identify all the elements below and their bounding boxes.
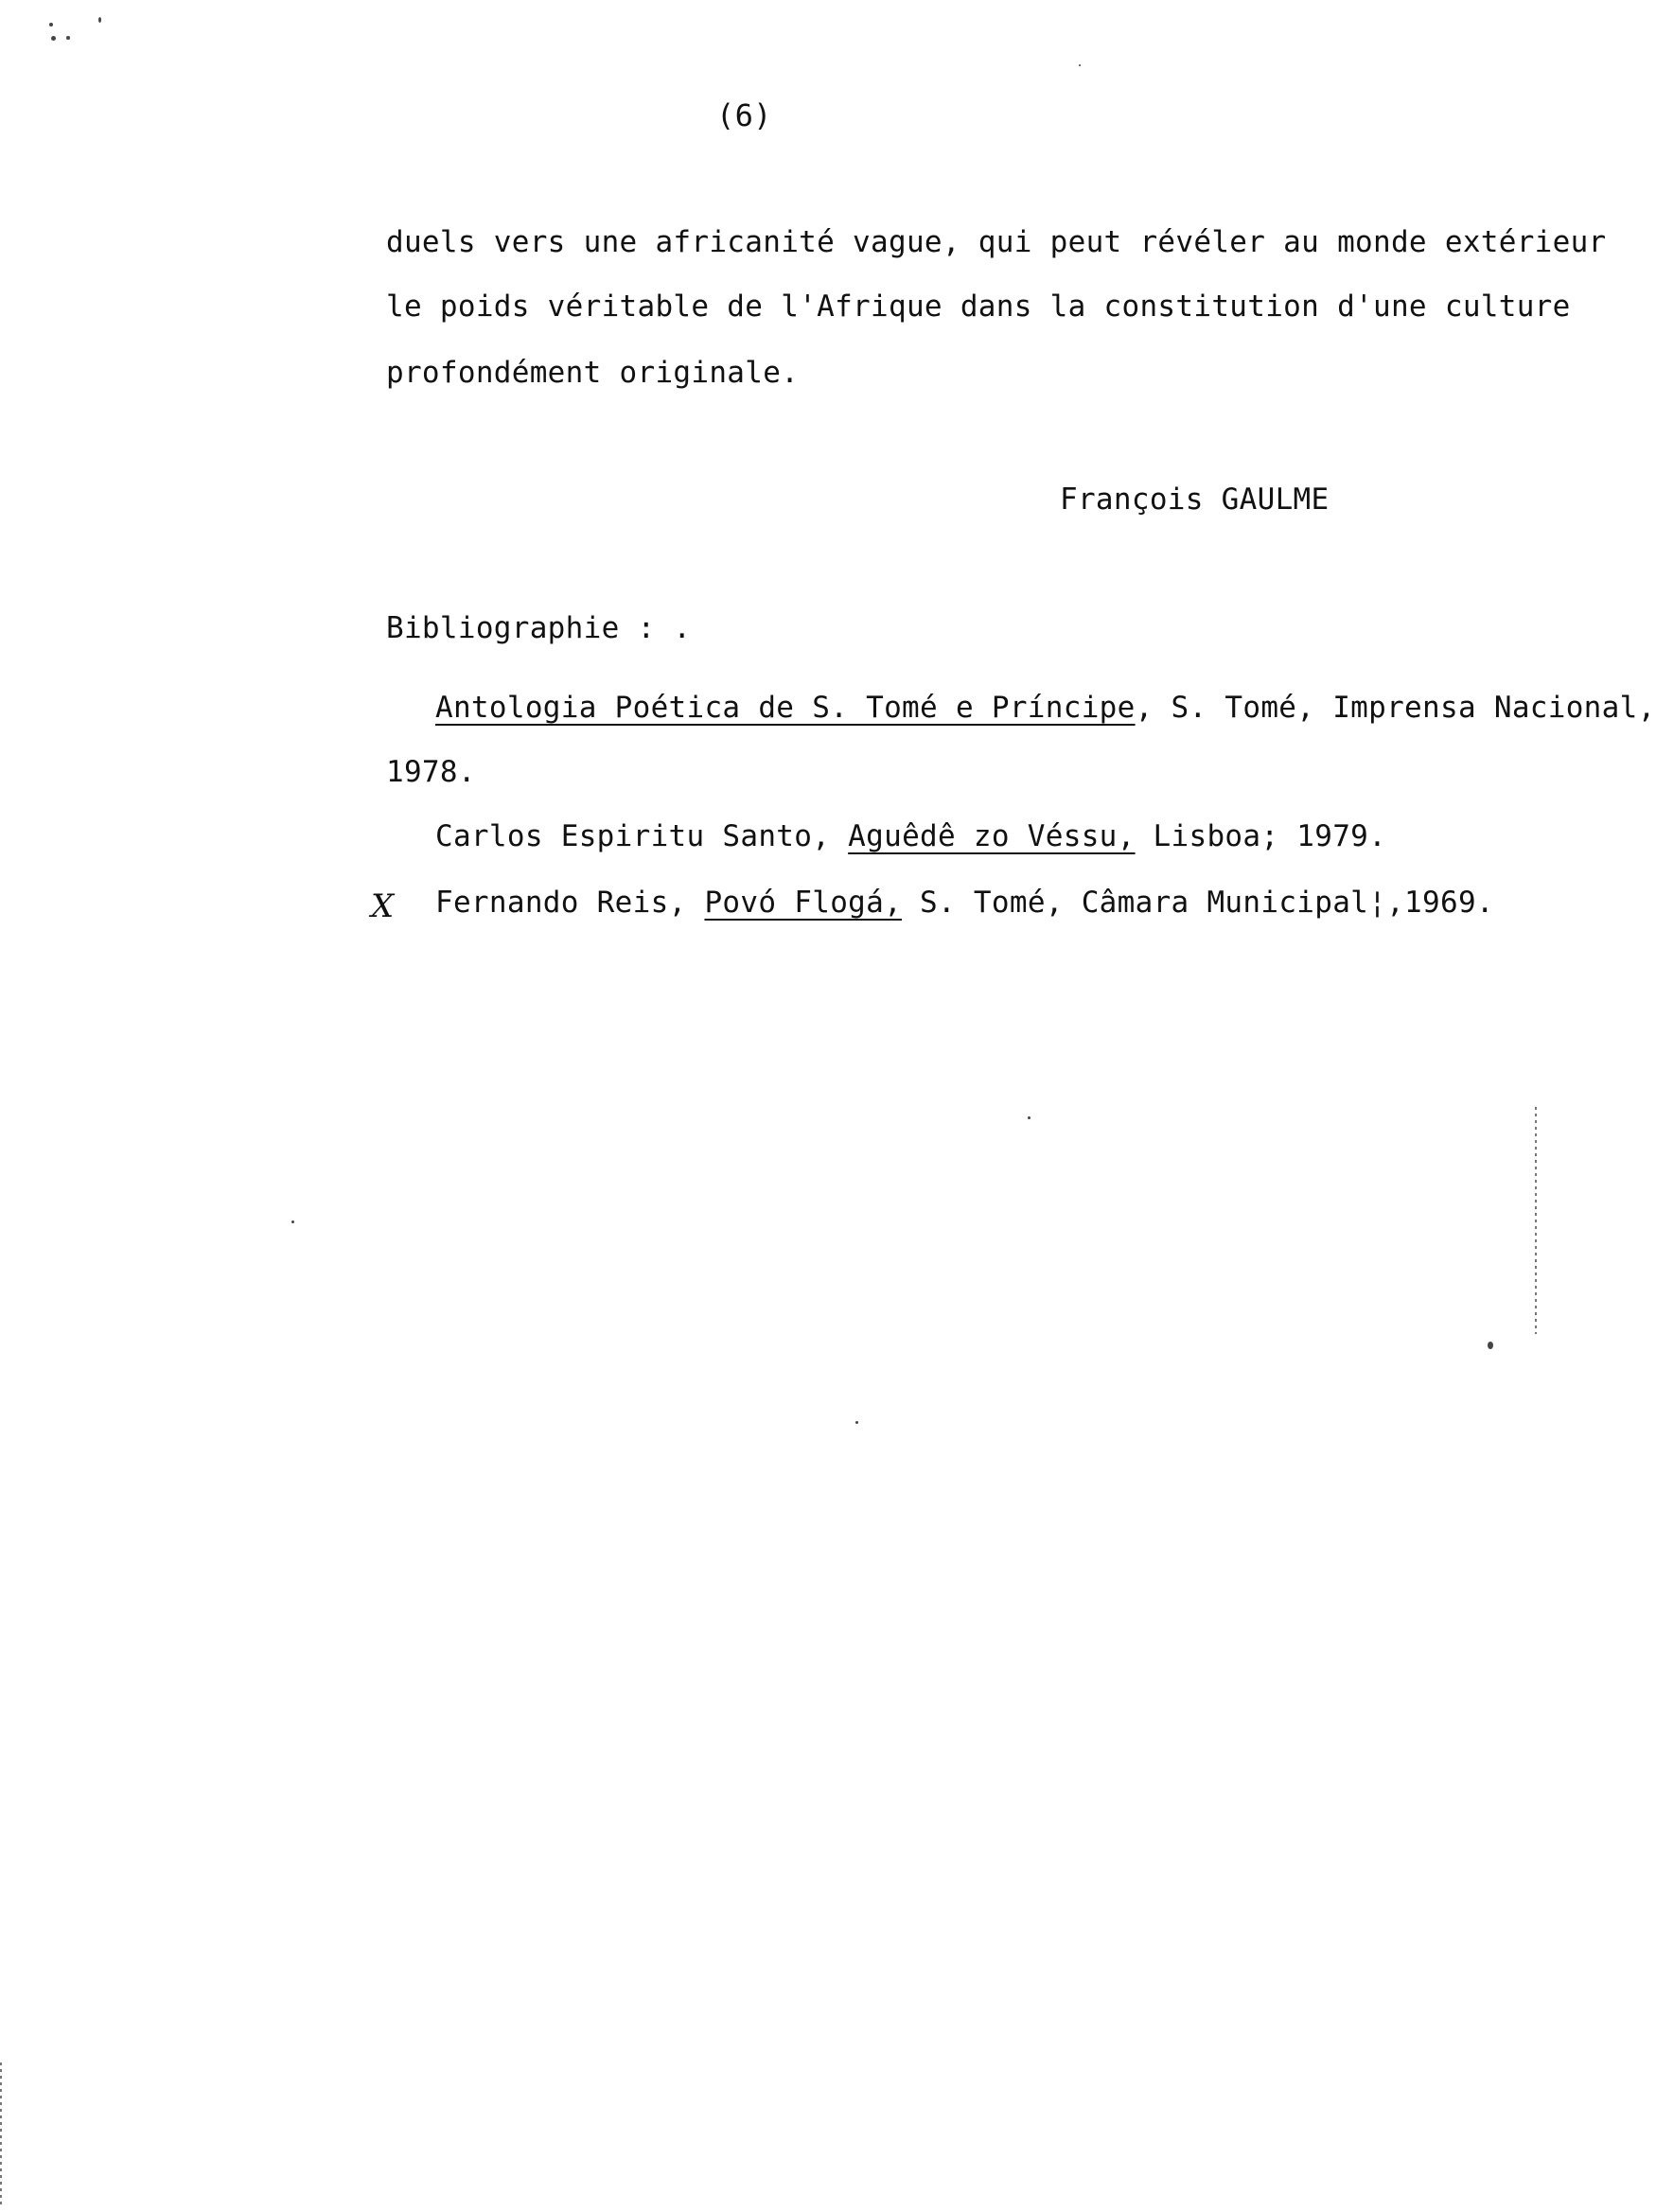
scan-speck bbox=[51, 36, 56, 41]
scan-speck bbox=[66, 36, 70, 40]
paragraph-line-1: duels vers une africanité vague, qui peut révéler au monde extérieur bbox=[386, 225, 1607, 259]
bibliography-heading: Bibliographie : . bbox=[386, 611, 692, 645]
scan-speck bbox=[1079, 64, 1081, 66]
scan-edge-mark bbox=[1535, 1107, 1537, 1334]
scan-speck bbox=[49, 23, 53, 26]
scan-speck bbox=[855, 1421, 858, 1424]
entry-2-title: Aguêdê zo Véssu, bbox=[848, 819, 1136, 853]
entry-3-author: Fernando Reis, bbox=[435, 886, 705, 920]
entry-1-details: , S. Tomé, Imprensa Nacional, bbox=[1135, 691, 1656, 725]
paragraph-line-2: le poids véritable de l'Afrique dans la constitution d'une culture bbox=[386, 290, 1571, 324]
bibliography-entry-3 bbox=[435, 884, 1494, 922]
scan-speck bbox=[1488, 1342, 1493, 1349]
entry-2-author: Carlos Espiritu Santo, bbox=[435, 819, 849, 853]
entry-1-title: Antologia Poética de S. Tomé e Príncipe bbox=[435, 691, 1136, 725]
bibliography-entry-1 bbox=[435, 689, 1656, 727]
scan-speck bbox=[1028, 1116, 1031, 1119]
scan-speck bbox=[98, 17, 101, 23]
bibliography-entry-1-continuation: 1978. bbox=[386, 755, 476, 789]
entry-3-details: S. Tomé, Câmara Municipal¦,1969. bbox=[902, 886, 1494, 920]
handwritten-x-mark: X bbox=[371, 887, 395, 925]
scan-speck bbox=[291, 1220, 294, 1223]
bibliography-entry-2 bbox=[435, 817, 1386, 855]
page-number: (6) bbox=[716, 97, 772, 133]
paragraph-line-3: profondément originale. bbox=[386, 356, 800, 390]
author-signature: François GAULME bbox=[1060, 483, 1330, 517]
scan-edge-mark bbox=[0, 2063, 2, 2204]
entry-2-details: Lisboa; 1979. bbox=[1135, 819, 1387, 853]
entry-3-title: Povó Flogá, bbox=[704, 886, 903, 920]
